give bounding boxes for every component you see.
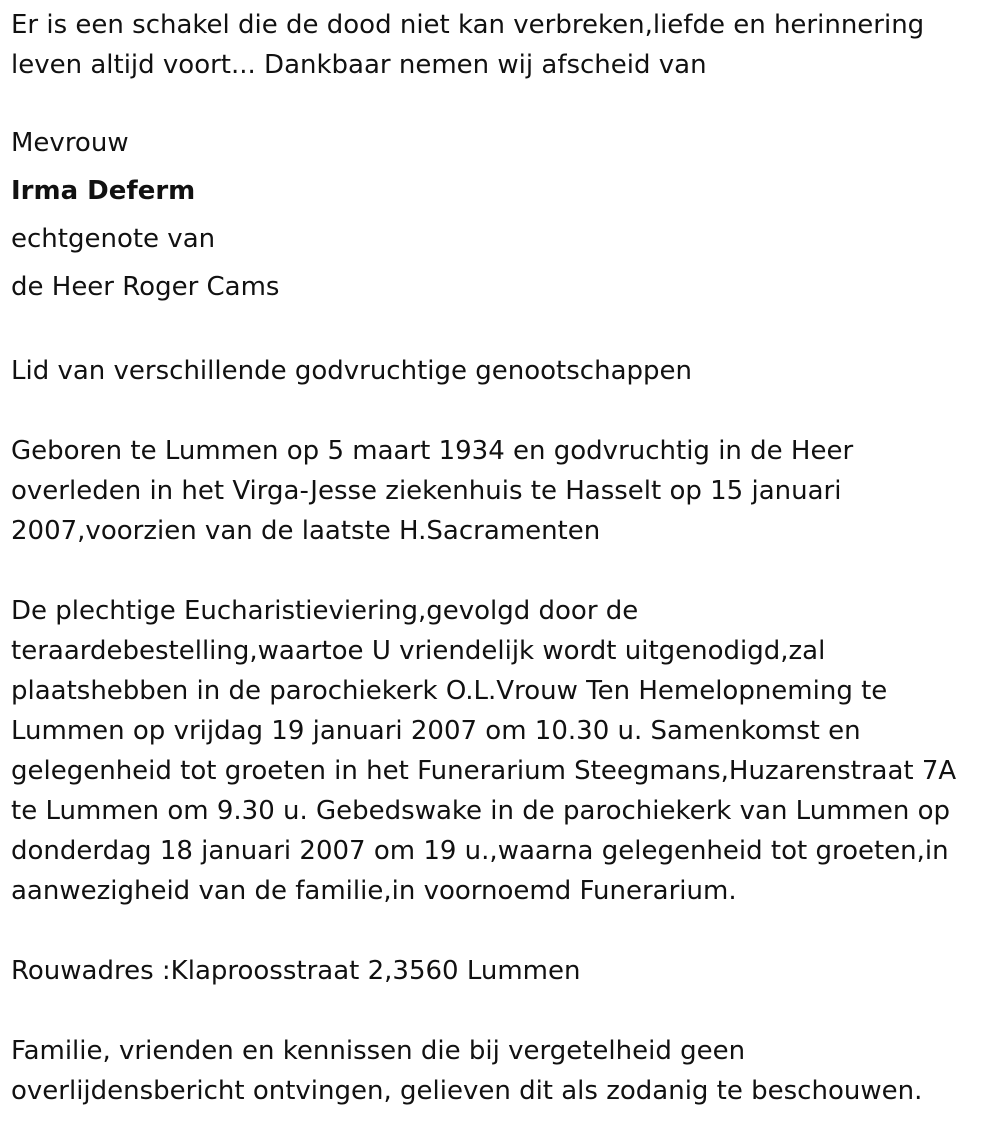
deceased-name: Irma Deferm (11, 176, 196, 206)
spouse-name: de Heer Roger Cams (11, 272, 280, 302)
intro-text: Er is een schakel die de dood niet kan verbreken,liefde en herinnering leven altijd voort... Dankbaar nemen wij afscheid van (11, 10, 925, 80)
ceremony-text: De plechtige Eucharistieviering,gevolgd door de teraardebestelling,waartoe U vriendelijk wordt uitgenodigd,zal plaatshebben in de parochiekerk O.L.Vrouw Ten Hemelopneming te Lummen op vrijdag 19 januari 2007 om 10.30 u. Samenkomst en gelegenheid tot groeten in het Funerarium Steegmans,Huzarenstraat 7A te Lummen om 9.30 u. Gebedswake in de parochiekerk van Lummen op donderdag 18 januari 2007 om 19 u.,waarna gelegenheid tot groeten,in aanwezigheid van de familie,in voornoemd Funerarium. (11, 596, 957, 906)
address-text: Rouwadres :Klaproosstraat 2,3560 Lummen (11, 956, 581, 986)
salutation: Mevrouw (11, 128, 129, 158)
membership-text: Lid van verschillende godvruchtige genootschappen (11, 356, 692, 386)
closing-text: Familie, vrienden en kennissen die bij vergetelheid geen overlijdensbericht ontvingen, gelieven dit als zodanig te beschouwen. (11, 1036, 923, 1106)
birth-death-text: Geboren te Lummen op 5 maart 1934 en godvruchtig in de Heer overleden in het Virga-Jesse ziekenhuis te Hasselt op 15 januari 2007,voorzien van de laatste H.Sacramenten (11, 436, 854, 546)
relation-label: echtgenote van (11, 224, 216, 254)
